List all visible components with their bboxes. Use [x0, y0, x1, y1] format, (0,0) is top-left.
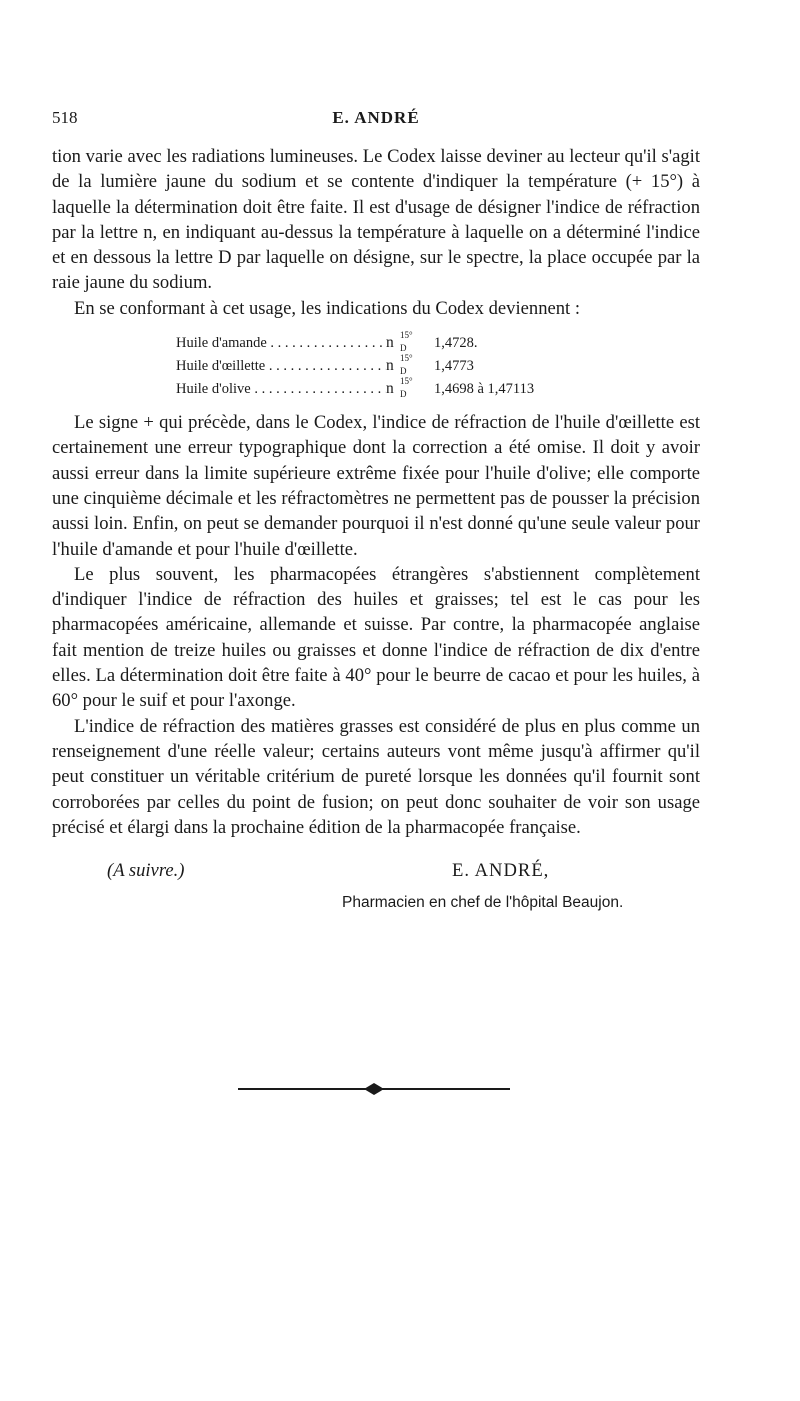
oil-name: Huile d'olive . . .: [176, 378, 386, 401]
article-body: [52, 144, 700, 936]
author-affiliation: Pharmacien en chef de l'hôpital Beaujon.: [342, 894, 624, 912]
paragraph: L'indice de réfraction des matières grasses est considéré de plus en plus comme un renseignement d'une réelle valeur; certains auteurs vont même jusqu'à affirmer qu'il peut constituer un véritable critérium de pureté lorsque les données qu'il fournit sont corroborées par celles du point de fusion; on peut donc souhaiter de voir son usage précisé et élargi dans la prochaine édition de la pharmacopée française.: [52, 715, 700, 838]
paragraph: tion varie avec les radiations lumineuses. Le Codex laisse deviner au lecteur qu'il s'agit de la lumière jaune du sodium et se contente d'indiquer la température (+ 15°) à laquelle la détermination doit être faite. Il est d'usage de désigner l'indice de réfraction par la lettre n, en indiquant au-dessus la température à laquelle on a déterminé l'indice et en dessous la lettre D par laquelle on désigne, sur le spectre, la place occupée par la raie jaune du sodium.: [52, 146, 700, 294]
diamond-icon: [364, 1083, 384, 1095]
refraction-index-table: [176, 331, 700, 400]
refraction-value: 1,4773: [434, 358, 474, 375]
running-title: E. ANDRÉ: [332, 108, 420, 127]
refraction-value: 1,4698 à 1,47113: [434, 381, 535, 398]
table-row: [176, 354, 700, 377]
end-ornament: [238, 1083, 510, 1095]
refraction-symbol: n 15° D: [386, 376, 413, 400]
page-header: [52, 108, 700, 134]
page-number: 518: [52, 108, 78, 127]
refraction-symbol: n 15° D: [386, 353, 413, 377]
paragraph: Le signe + qui précède, dans le Codex, l'indice de réfraction de l'huile d'œillette est certainement une erreur typographique dont la correction a été omise. Il doit y avoir aussi erreur dans la limite supérieure extrême fixée pour l'huile d'olive; elle comporte une cinquième décimale et les réfractomètres ne permettent pas de pousser la précision aussi loin. Enfin, on peut se demander pourquoi il n'est donné qu'une seule valeur pour l'huile d'amande et pour l'huile d'œillette.: [52, 412, 700, 560]
paragraph: Le plus souvent, les pharmacopées étrangères s'abstiennent complètement d'indiquer l'indice de réfraction des huiles et graisses; tel est le cas pour les pharmacopées américaine, allemande et suisse. Par contre, la pharmacopée anglaise fait mention de treize huiles ou graisses et donne l'indice de réfraction de dix d'entre elles. La détermination doit être faite à 40° pour le beurre de cacao et pour les huiles, à 60° pour le suif et pour l'axonge.: [52, 563, 700, 712]
paragraph: En se conformant à cet usage, les indications du Codex deviennent :: [74, 297, 581, 319]
oil-name: Huile d'amande . . .: [176, 332, 386, 355]
refraction-value: 1,4728.: [434, 335, 478, 352]
signature-block: [52, 854, 700, 936]
table-row: [176, 331, 700, 354]
refraction-symbol: n 15° D: [386, 330, 413, 354]
oil-name: Huile d'œillette . . .: [176, 355, 386, 378]
author-name: E. ANDRÉ,: [452, 860, 550, 882]
table-row: [176, 377, 700, 400]
continued-note: (A suivre.): [107, 860, 185, 882]
